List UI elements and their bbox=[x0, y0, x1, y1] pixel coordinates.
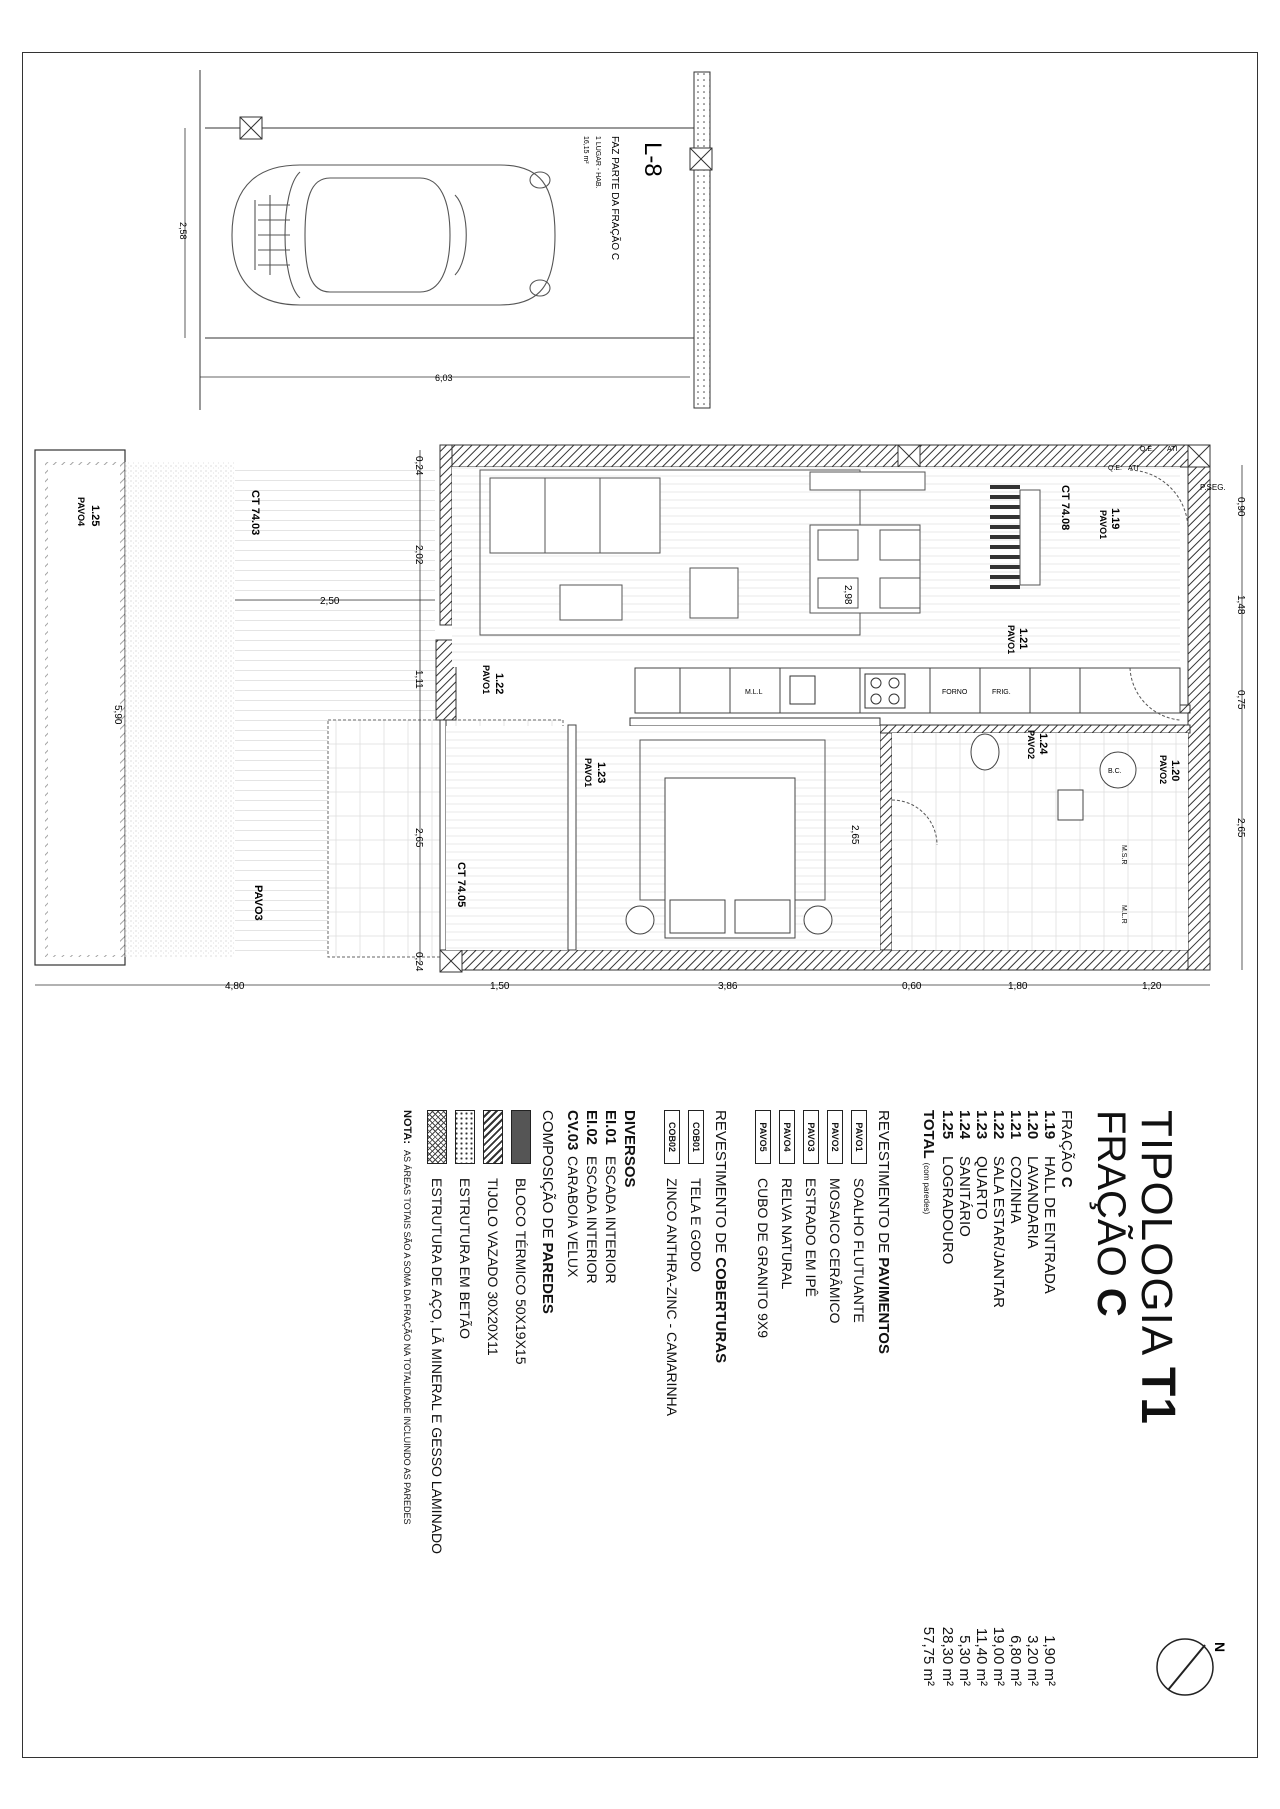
label-pseg: P.SEG. bbox=[1200, 483, 1226, 492]
label-ati-inner: ATI bbox=[1128, 465, 1139, 472]
title-tipologia-word: TIPOLOGIA bbox=[1132, 1110, 1181, 1354]
table-row bbox=[973, 1110, 990, 1686]
parking-space bbox=[178, 70, 712, 410]
wall-swatch bbox=[427, 1110, 447, 1164]
room-area: 28,30 m² bbox=[939, 1626, 956, 1686]
dim-left-2.02: 2,02 bbox=[413, 545, 424, 565]
room-name: SANITÁRIO bbox=[956, 1156, 973, 1237]
dim-5.90: 5,90 bbox=[112, 705, 123, 725]
floor-label-pavo3-terrace: PAVO3 bbox=[252, 885, 264, 921]
room-area: 11,40 m² bbox=[973, 1627, 990, 1686]
total-label-wrap bbox=[918, 1110, 937, 1576]
material-code: COB02 bbox=[664, 1110, 680, 1164]
dim-right-0.75: 0,75 bbox=[1235, 690, 1246, 710]
room-name: SALA ESTAR/JANTAR bbox=[990, 1156, 1007, 1308]
floor-label-1.22: PAVO1 bbox=[481, 665, 491, 695]
room-code: 1.24 bbox=[956, 1110, 973, 1140]
paredes-heading-text: COMPOSIÇÃO DE bbox=[539, 1110, 556, 1239]
compass-label: N bbox=[1212, 1642, 1228, 1653]
label-ati-top: ATI bbox=[1167, 446, 1178, 453]
label-qe-top: Q.E. bbox=[1140, 446, 1155, 453]
note bbox=[401, 1110, 413, 1686]
diversos-heading-bold: DIVERSOS bbox=[621, 1110, 638, 1188]
washbasin-icon bbox=[1058, 790, 1083, 820]
label-msr: M.S.R bbox=[1120, 845, 1127, 865]
dim-right-1.48: 1,48 bbox=[1235, 595, 1246, 615]
material-name: SOALHO FLUTUANTE bbox=[851, 1178, 867, 1323]
table-row bbox=[990, 1110, 1007, 1686]
item-code: EI.02 bbox=[583, 1110, 600, 1146]
material-code: PAVO3 bbox=[803, 1110, 819, 1164]
total-label: TOTAL bbox=[920, 1110, 937, 1159]
room-label-1.21: 1.21 bbox=[1017, 628, 1029, 650]
title-type: T1 bbox=[1131, 1366, 1184, 1425]
table-row bbox=[1007, 1110, 1024, 1686]
dim-bottom-1.20: 1,20 bbox=[1142, 981, 1162, 992]
item-name: ESCADA INTERIOR bbox=[603, 1156, 619, 1284]
wall-name: ESTRUTURA EM BETÃO bbox=[457, 1178, 473, 1340]
room-name: LOGRADOURO bbox=[939, 1156, 956, 1265]
room-area: 19,00 m² bbox=[990, 1626, 1007, 1686]
dim-2.50: 2,50 bbox=[320, 596, 340, 607]
label-qe-inner: Q.E. bbox=[1108, 465, 1123, 472]
material-code: PAVO5 bbox=[755, 1110, 771, 1164]
room-label-1.23: 1.23 bbox=[595, 762, 607, 784]
table-row bbox=[1024, 1110, 1041, 1686]
bed-icon bbox=[665, 778, 795, 938]
cooktop-icon bbox=[865, 674, 905, 708]
parking-dim-width: 2,58 bbox=[178, 222, 188, 240]
list-item bbox=[511, 1110, 531, 1686]
dim-right-0.90: 0,90 bbox=[1235, 497, 1246, 517]
item-code: CV.03 bbox=[564, 1110, 581, 1151]
room-name: HALL DE ENTRADA bbox=[1041, 1156, 1058, 1294]
floor-label-1.24: PAVO2 bbox=[1026, 730, 1036, 760]
item-code: EI.01 bbox=[602, 1110, 619, 1146]
floor-label-1.23: PAVO1 bbox=[583, 758, 593, 788]
total-row bbox=[918, 1110, 937, 1686]
material-code: COB01 bbox=[688, 1110, 704, 1164]
room-label-1.20: 1.20 bbox=[1169, 760, 1181, 782]
sideboard-icon bbox=[810, 472, 925, 490]
summary-heading bbox=[1058, 1110, 1075, 1686]
total-area: 57,75 m² bbox=[920, 1626, 937, 1686]
pavimentos-heading bbox=[875, 1110, 892, 1686]
room-label-1.25: 1.25 bbox=[89, 505, 101, 527]
toilet-icon bbox=[971, 734, 999, 770]
item-name: CARABOIA VELUX bbox=[565, 1156, 581, 1278]
sink-icon bbox=[790, 676, 815, 704]
wall-swatch bbox=[511, 1110, 531, 1164]
item-name: ESCADA INTERIOR bbox=[584, 1156, 600, 1284]
dim-bottom-3.86: 3,86 bbox=[718, 981, 738, 992]
parking-line2: 1 LUGAR - HAB. bbox=[594, 136, 601, 189]
label-mlr: M.L.R bbox=[1120, 905, 1127, 924]
paredes-heading bbox=[539, 1110, 556, 1686]
dim-left-2.65: 2,65 bbox=[413, 828, 424, 848]
label-mll: M.L.L bbox=[745, 689, 763, 696]
parking-code: L-8 bbox=[639, 142, 666, 177]
floor-label-1.20: PAVO2 bbox=[1158, 755, 1168, 785]
title-fracao-word: FRAÇÃO bbox=[1089, 1110, 1133, 1277]
level-ct-74.08: CT 74.08 bbox=[1059, 485, 1071, 531]
nightstand-icon bbox=[626, 906, 654, 934]
wall-name: BLOCO TÉRMICO 50X19X15 bbox=[513, 1178, 529, 1365]
dim-bottom-1.50: 1,50 bbox=[490, 981, 510, 992]
dim-bottom-0.60: 0,60 bbox=[902, 981, 922, 992]
wall-swatch bbox=[455, 1110, 475, 1164]
floor-label-1.19: PAVO1 bbox=[1098, 510, 1108, 540]
list-item bbox=[602, 1110, 619, 1686]
room-code: 1.19 bbox=[1041, 1110, 1058, 1140]
material-name: MOSAICO CERÂMICO bbox=[827, 1178, 843, 1324]
list-item bbox=[779, 1110, 795, 1686]
room-code: 1.25 bbox=[939, 1110, 956, 1140]
room-name: COZINHA bbox=[1007, 1156, 1024, 1224]
table-row bbox=[956, 1110, 973, 1686]
dining-table-icon bbox=[810, 525, 920, 613]
note-label: NOTA: bbox=[401, 1110, 413, 1145]
title-letter: C bbox=[1089, 1287, 1133, 1317]
pavimentos-heading-bold: PAVIMENTOS bbox=[875, 1257, 892, 1354]
dim-bottom-1.80: 1,80 bbox=[1008, 981, 1028, 992]
list-item bbox=[583, 1110, 600, 1686]
room-area: 6,80 m² bbox=[1007, 1635, 1024, 1686]
wall-swatch bbox=[483, 1110, 503, 1164]
material-code: PAVO1 bbox=[851, 1110, 867, 1164]
armchair-icon bbox=[690, 568, 738, 618]
nightstand-icon bbox=[804, 906, 832, 934]
list-item bbox=[483, 1110, 503, 1686]
sofa-icon bbox=[490, 478, 660, 553]
material-name: ZINCO ANTHRA-ZINC - CAMARINHA bbox=[664, 1178, 680, 1416]
legend-panel bbox=[401, 1110, 1184, 1686]
pavimentos-heading-text: REVESTIMENTO DE bbox=[875, 1110, 892, 1254]
parking-area: 16,15 m² bbox=[582, 136, 589, 164]
room-label-1.22: 1.22 bbox=[493, 673, 505, 695]
kitchen-counter bbox=[635, 668, 1180, 720]
room-name: LAVANDARIA bbox=[1024, 1156, 1041, 1249]
summary-heading-letter: C bbox=[1058, 1176, 1075, 1188]
material-code: PAVO4 bbox=[779, 1110, 795, 1164]
dim-left-0.24-top: 0,24 bbox=[413, 456, 424, 476]
room-code: 1.21 bbox=[1007, 1110, 1024, 1140]
level-ct-74.03: CT 74.03 bbox=[249, 490, 261, 536]
table-row bbox=[939, 1110, 956, 1686]
dim-bottom-4.80: 4,80 bbox=[225, 981, 245, 992]
dim-left-1.11: 1,11 bbox=[413, 670, 424, 689]
label-frig: FRIG. bbox=[992, 689, 1011, 696]
list-item bbox=[664, 1110, 680, 1686]
floor-label-pavo4: PAVO4 bbox=[76, 497, 86, 527]
dim-2.98: 2,98 bbox=[842, 585, 853, 605]
summary-heading-text: FRAÇÃO bbox=[1058, 1110, 1075, 1173]
list-item bbox=[688, 1110, 704, 1686]
dim-left-0.24-bottom: 0,24 bbox=[413, 952, 424, 972]
list-item bbox=[827, 1110, 843, 1686]
material-name: CUBO DE GRANITO 9X9 bbox=[755, 1178, 771, 1339]
dim-right-2.65: 2,65 bbox=[1235, 818, 1246, 838]
living-room bbox=[452, 446, 1226, 667]
diversos-heading bbox=[621, 1110, 638, 1686]
room-label-1.19: 1.19 bbox=[1109, 508, 1121, 530]
material-name: TELA E GODO bbox=[688, 1178, 704, 1273]
list-item bbox=[564, 1110, 581, 1686]
title-tipologia bbox=[1131, 1110, 1184, 1686]
material-name: ESTRADO EM IPÊ bbox=[803, 1178, 819, 1298]
list-item bbox=[803, 1110, 819, 1686]
room-area-table bbox=[918, 1110, 1075, 1686]
list-item bbox=[455, 1110, 475, 1686]
dim-2.65-inner: 2,65 bbox=[849, 825, 860, 845]
car-icon bbox=[232, 165, 555, 305]
list-item bbox=[851, 1110, 867, 1686]
coberturas-heading-bold: COBERTURAS bbox=[712, 1257, 729, 1364]
note-text: AS ÁREAS TOTAIS SÃO A SOMA DA FRAÇÃO NA TOTALIDADE INCLUINDO AS PAREDES bbox=[402, 1150, 412, 1525]
room-code: 1.23 bbox=[973, 1110, 990, 1140]
material-name: RELVA NATURAL bbox=[779, 1178, 795, 1290]
floor-label-1.21: PAVO1 bbox=[1006, 625, 1016, 655]
parking-dim-length: 6,03 bbox=[435, 373, 453, 383]
level-ct-74.05: CT 74.05 bbox=[455, 862, 467, 908]
room-area: 5,30 m² bbox=[956, 1635, 973, 1686]
room-name: QUARTO bbox=[973, 1156, 990, 1220]
coberturas-heading-text: REVESTIMENTO DE bbox=[712, 1110, 729, 1254]
coberturas-heading bbox=[712, 1110, 729, 1686]
label-forno: FORNO bbox=[942, 689, 968, 696]
title-fracao bbox=[1089, 1110, 1133, 1686]
bathroom bbox=[892, 730, 1188, 950]
table-row bbox=[1041, 1110, 1058, 1686]
total-note: (com paredes) bbox=[922, 1162, 931, 1215]
room-label-1.24: 1.24 bbox=[1037, 733, 1049, 755]
room-area: 3,20 m² bbox=[1024, 1635, 1041, 1686]
list-item bbox=[427, 1110, 447, 1686]
label-bc: B.C. bbox=[1108, 768, 1122, 775]
paredes-heading-bold: PAREDES bbox=[539, 1242, 556, 1314]
wardrobe-icon bbox=[568, 725, 576, 950]
parking-line1: FAZ PARTE DA FRAÇÃO C bbox=[609, 136, 620, 261]
coffee-table-icon bbox=[560, 585, 622, 620]
list-item bbox=[755, 1110, 771, 1686]
room-area: 1,90 m² bbox=[1041, 1635, 1058, 1686]
room-code: 1.20 bbox=[1024, 1110, 1041, 1140]
material-code: PAVO2 bbox=[827, 1110, 843, 1164]
wall-name: ESTRUTURA DE AÇO, LÃ MINERAL E GESSO LAMINADO bbox=[429, 1178, 445, 1555]
wall-name: TIJOLO VAZADO 30X20X11 bbox=[485, 1178, 501, 1356]
room-code: 1.22 bbox=[990, 1110, 1007, 1140]
